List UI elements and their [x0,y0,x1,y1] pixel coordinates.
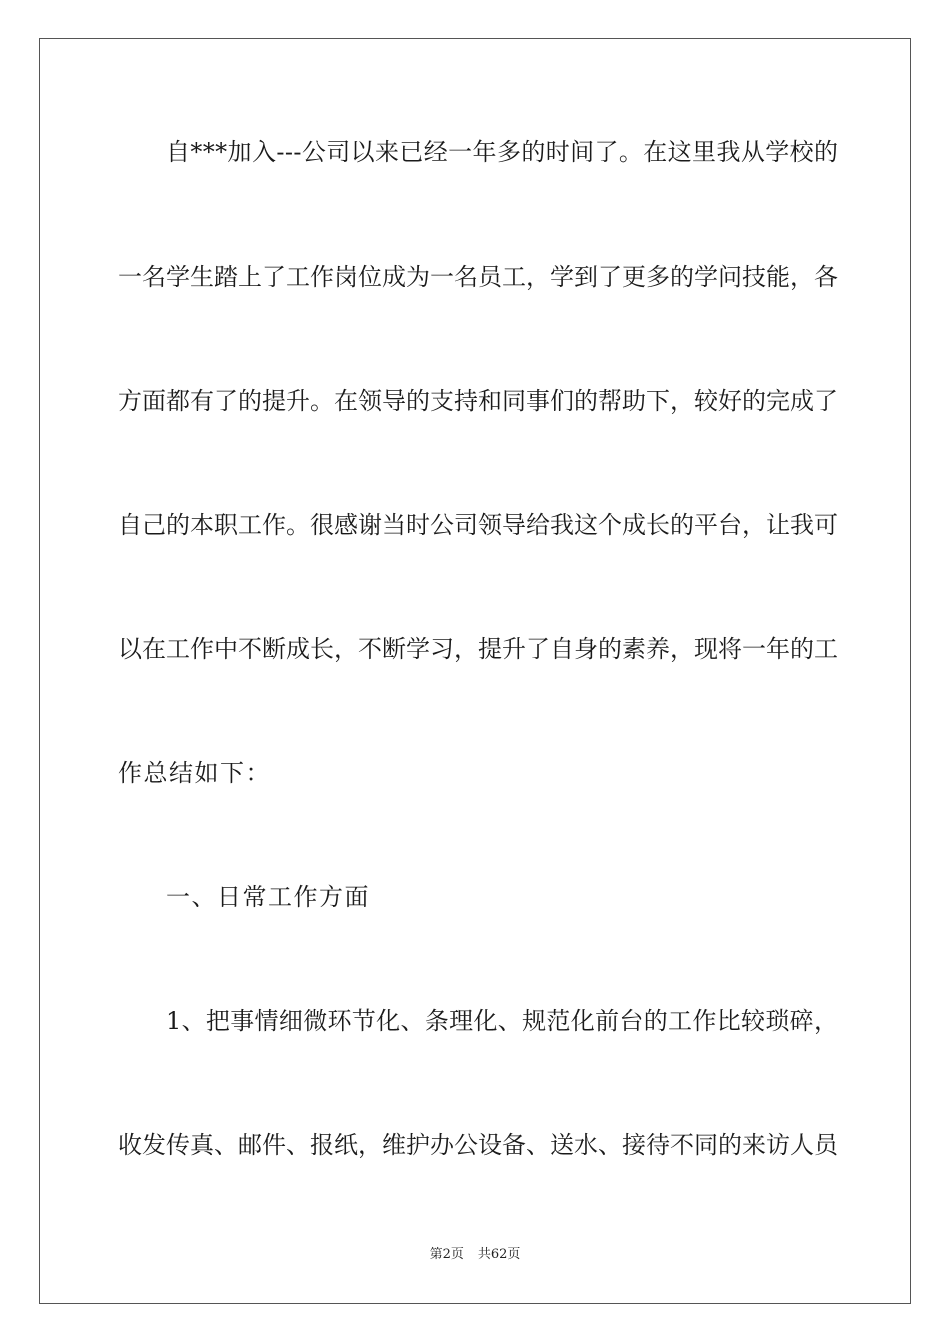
paragraph-line: 方面都有了的提升。在领导的支持和同事们的帮助下，较好的完成了 [118,387,838,415]
page-number: 第2页 [429,1247,464,1262]
page-border [39,38,911,1304]
paragraph-line: 作总结如下： [118,759,271,787]
paragraph-line: 以在工作中不断成长，不断学习，提升了自身的素养，现将一年的工 [118,635,838,663]
page-total: 共62页 [477,1247,521,1262]
paragraph-line: 1、把事情细微环节化、条理化、规范化前台的工作比较琐碎， [166,1007,839,1035]
paragraph-line: 自***加入---公司以来已经一年多的时间了。在这里我从学校的 [166,138,839,166]
paragraph-line: 收发传真、邮件、报纸，维护办公设备、送水、接待不同的来访人员 [118,1131,838,1159]
paragraph-line: 一名学生踏上了工作岗位成为一名员工，学到了更多的学问技能，各 [118,263,838,291]
page-footer [0,1246,950,1264]
section-heading: 一、日常工作方面 [166,883,370,911]
paragraph-line: 自己的本职工作。很感谢当时公司领导给我这个成长的平台，让我可 [118,511,838,539]
